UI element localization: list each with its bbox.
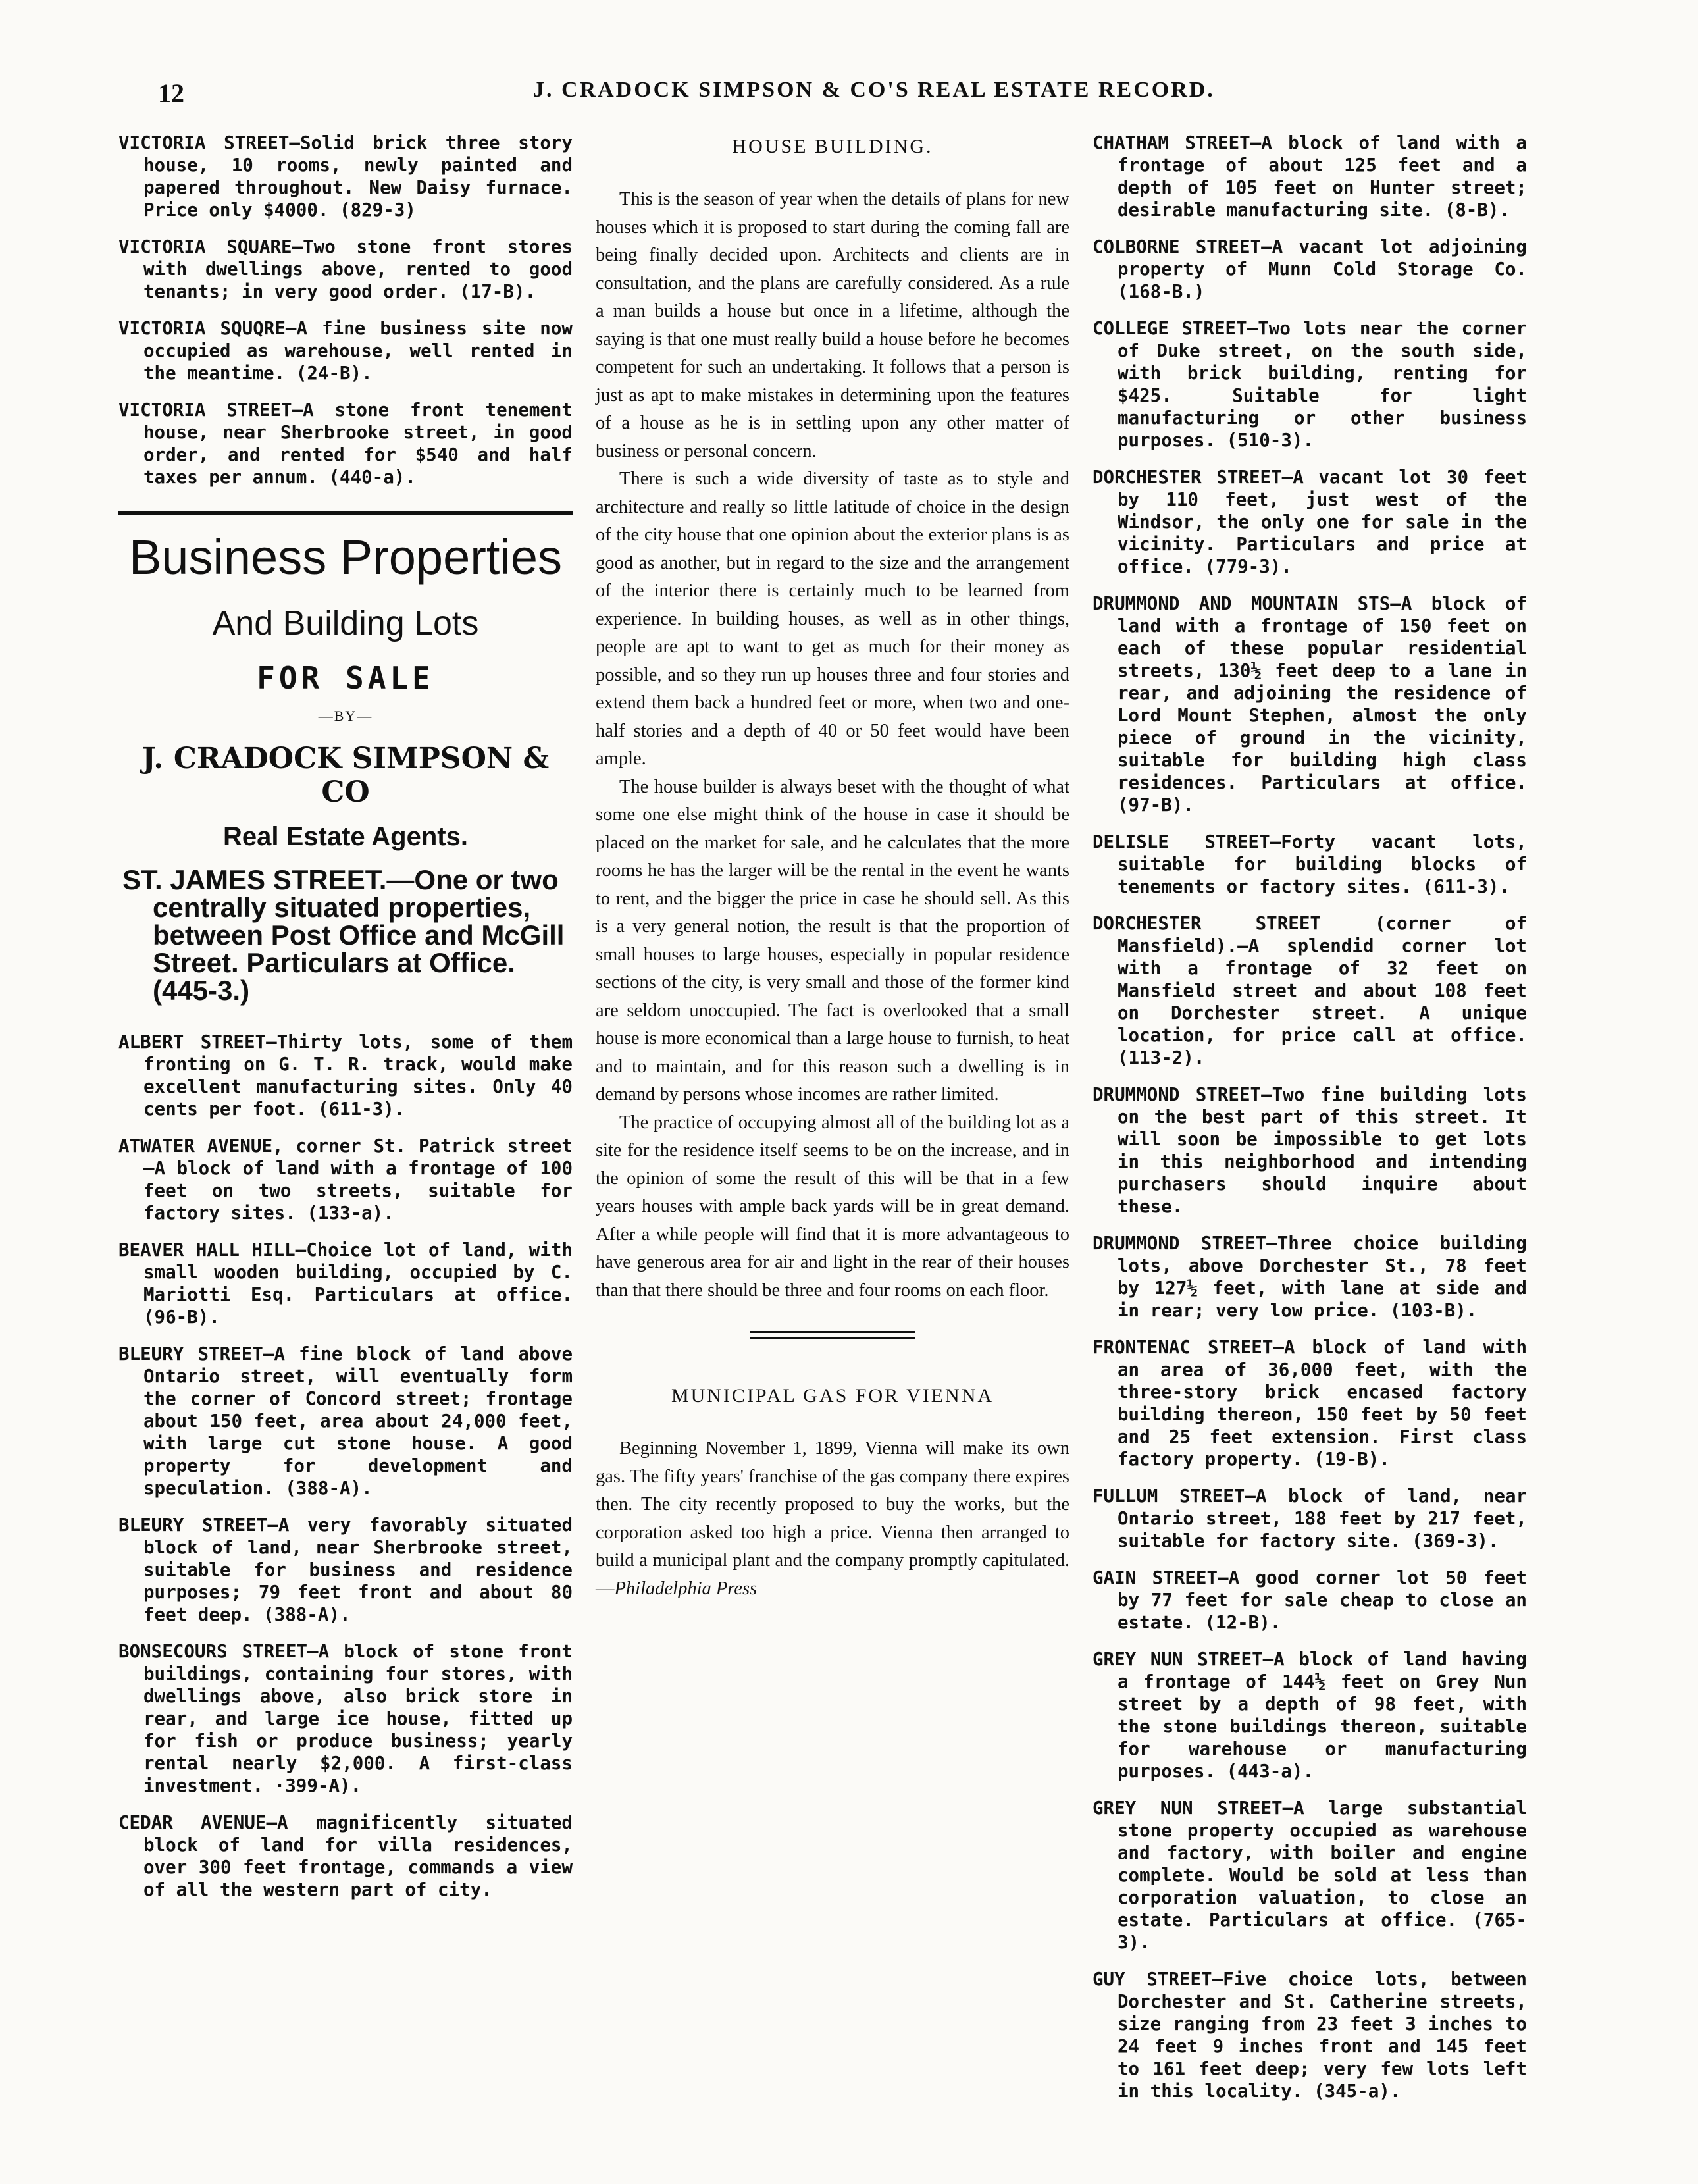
by-line: —BY— [318, 708, 373, 724]
listing-entry: VICTORIA STREET—Solid brick three story house, 10 rooms, newly painted and papered throughout. New Daisy furnace. Price only $4000. (829-3) [118, 132, 573, 221]
article-paragraph: This is the season of year when the details of plans for new houses which it is proposed to start during the coming fall are being finally decided upon. Architects and clients are in consultation, and the plans are carefully considered. As a rule a man builds a house but once in a lifetime, although the saying is that one must really build a house before he becomes competent for such an undertaking. It follows that a person is just as apt to make mistakes in determining upon the features of a house as he is in settling upon any other matter of business or personal concern. [596, 189, 1069, 461]
listing-entry: DORCHESTER STREET (corner of Mansfield).—A splendid corner lot with a frontage of 32 feet on Mansfield street and about 108 feet on Dorchester street. A unique location, for price call at office. (113-2). [1093, 913, 1527, 1068]
advert-block [118, 529, 573, 1004]
middle-column [596, 132, 1069, 1603]
listing-entry: DRUMMOND STREET—Three choice building lots, above Dorchester St., 78 feet by 127½ feet, with lane at side and in rear; very low price. (103-B). [1093, 1233, 1527, 1321]
article-source: Philadelphia Press [614, 1578, 758, 1599]
running-head: J. CRADOCK SIMPSON & CO'S REAL ESTATE RECORD. [533, 78, 1215, 102]
listing-entry: ALBERT STREET—Thirty lots, some of them fronting on G. T. R. track, would make excellent manufacturing sites. Only 40 cents per foot. (611-3). [118, 1031, 573, 1120]
article-paragraph: The practice of occupying almost all of the building lot as a site for the residence itself seems to be on the increase, and in the opinion of some the result of this will be that in a few years houses with ample back yards will be in great demand. After a while people will find that it is more advantageous to have generous area for air and light in the rear of their houses than that there should be three and four rooms on each floor. [596, 1112, 1069, 1301]
listing-entry: BLEURY STREET—A fine block of land above Ontario street, will eventually form the corner of Concord street; frontage about 150 feet, area about 24,000 feet, with large cut stone house. A good property for development and speculation. (388-A). [118, 1343, 573, 1499]
article-separator [750, 1331, 915, 1339]
listing-entry: CHATHAM STREET—A block of land with a frontage of about 125 feet and a depth of 105 feet on Hunter street; desirable manufacturing site. (8-B). [1093, 132, 1527, 221]
article-paragraph: There is such a wide diversity of taste as to style and architecture and really so little latitude of choice in the design of the city house that one opinion about the exterior plans is as good as another, but in regard to the size and the arrangement of the interior there is certainly much to be learned from experience. In building houses, as well as in other things, people are apt to want to get as much for their money as possible, and so they run up houses three and four stories and extend them back a hundred feet or more, when two and one-half stories and a depth of 40 or 50 feet would have been ample. [596, 469, 1069, 769]
listing-entry: GREY NUN STREET—A block of land having a frontage of 144½ feet on Grey Nun street by a depth of 98 feet, with the stone buildings thereon, suitable for warehouse or manufacturing purposes. (443-a). [1093, 1649, 1527, 1782]
featured-listing: ST. JAMES STREET.—One or two centrally situated properties, between Post Office and McGill Street. Particulars at Office. (445-3.) [122, 864, 565, 1006]
listing-entry: ATWATER AVENUE, corner St. Patrick street—A block of land with a frontage of 100 feet on two streets, suitable for factory sites. (133-a). [118, 1135, 573, 1224]
page-number: 12 [158, 78, 184, 108]
article-title: MUNICIPAL GAS FOR VIENNA [671, 1385, 994, 1407]
listing-entry: BEAVER HALL HILL—Choice lot of land, with small wooden building, occupied by C. Mariotti Esq. Particulars at office. (96-B). [118, 1239, 573, 1328]
listing-entry: VICTORIA SQUARE—Two stone front stores with dwellings above, rented to good tenants; in very good order. (17-B). [118, 236, 573, 302]
listing-entry: GUY STREET—Five choice lots, between Dorchester and St. Catherine streets, size ranging from 23 feet 3 inches to 24 feet 9 inches front and 145 feet to 161 feet deep; very few lots left in this locality. (345-a). [1093, 1969, 1527, 2102]
agents-label: Real Estate Agents. [223, 822, 468, 851]
listing-entry: BONSECOURS STREET—A block of stone front buildings, containing four stores, with dwellings above, also brick store in rear, and large ice house, fitted up for fish or produce business; yearly rental nearly $2,000. A first-class investment. ·399-A). [118, 1641, 573, 1796]
listing-entry: DELISLE STREET—Forty vacant lots, suitable for building blocks of tenements or factory sites. (611-3). [1093, 831, 1527, 897]
listing-entry: DORCHESTER STREET—A vacant lot 30 feet by 110 feet, just west of the Windsor, the only one for sale in the vicinity. Particulars and price at office. (779-3). [1093, 467, 1527, 577]
listing-entry: DRUMMOND AND MOUNTAIN STS—A block of land with a frontage of 150 feet on each of these popular residential streets, 130½ feet deep to a lane in rear, and adjoining the residence of Lord Mount Stephen, almost the only piece of ground in the vicinity, suitable for building high class residences. Particulars at office. (97-B). [1093, 593, 1527, 816]
listing-entry: GAIN STREET—A good corner lot 50 feet by 77 feet for sale cheap to close an estate. (12-B). [1093, 1567, 1528, 1633]
listing-entry: CEDAR AVENUE—A magnificently situated block of land for villa residences, over 300 feet frontage, commands a view of all the western part of city. [118, 1812, 573, 1900]
article-paragraph: The house builder is always beset with the thought of what some one else might think of the house in case it should be placed on the market for sale, and he calculates that the more rooms he has the larger will be the rental in the event he wants to rent, and the bigger the price in case he should sell. As this is a very general notion, the result is that the proportion of small houses to large houses, especially in popular residence sections of the city, is very small and those of the former kind are seldom unoccupied. The fact is overlooked that a small house is more economical than a large house to furnish, to heat and to maintain, and for this reason such a dwelling is in demand by persons whose incomes are rather limited. [596, 776, 1069, 1105]
listing-entry: VICTORIA SQUQRE—A fine business site now occupied as warehouse, well rented in the meantime. (24-B). [118, 318, 573, 384]
for-sale-heading: FOR SALE [257, 660, 434, 696]
left-column [118, 132, 573, 1915]
page-header [145, 78, 1547, 117]
listing-entry: FULLUM STREET—A block of land, near Ontario street, 188 feet by 217 feet, suitable for factory site. (369-3). [1093, 1486, 1527, 1551]
listing-entry: GREY NUN STREET—A large substantial stone property occupied as warehouse and factory, with boiler and engine complete. Would be sold at less than corporation valuation, to close an estate. Particulars at office. (765-3). [1093, 1798, 1527, 1953]
listing-entry: DRUMMOND STREET—Two fine building lots on the best part of this street. It will soon be impossible to get lots in this neighborhood and intending purchasers should inquire about these. [1093, 1084, 1527, 1217]
article-paragraph: Beginning November 1, 1899, Vienna will make its own gas. The fifty years' franchise of the gas company there expires then. The city recently proposed to buy the works, but the corporation asked too high a price. Vienna then arranged to build a municipal plant and the company promptly capitulated.—Philadelphia Press [596, 1438, 1069, 1599]
firm-name: J. CRADOCK SIMPSON & CO [142, 742, 550, 809]
listing-entry: BLEURY STREET—A very favorably situated block of land, near Sherbrooke street, suitable for business and residence purposes; 79 feet front and about 80 feet deep. (388-A). [118, 1515, 573, 1625]
listing-entry: COLLEGE STREET—Two lots near the corner of Duke street, on the south side, with brick building, renting for $425. Suitable for light manufacturing or other business purposes. (510-3). [1093, 318, 1527, 451]
advert-subtitle: And Building Lots [212, 604, 479, 642]
listing-entry: VICTORIA STREET—A stone front tenement house, near Sherbrooke street, in good order, and rented for $540 and half taxes per annum. (440-a). [118, 400, 573, 488]
section-divider [118, 511, 573, 515]
advert-title: Business Properties [128, 530, 563, 585]
listing-entry: FRONTENAC STREET—A block of land with an area of 36,000 feet, with the three-story brick encased factory building thereon, 150 feet by 50 feet and 25 feet extension. First class factory property. (19-B). [1093, 1337, 1527, 1470]
article-title: HOUSE BUILDING. [732, 136, 933, 157]
right-column [1093, 132, 1527, 2117]
listing-entry: COLBORNE STREET—A vacant lot adjoining property of Munn Cold Storage Co. (168-B.) [1093, 236, 1527, 302]
